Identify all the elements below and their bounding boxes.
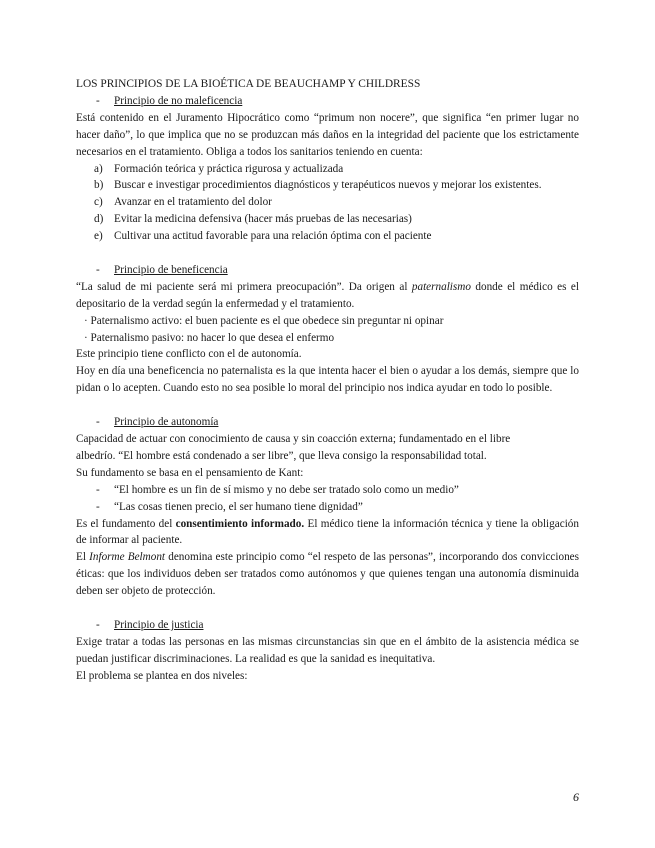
heading-text: Principio de no maleficencia (114, 94, 243, 107)
beneficencia-today: Hoy en día una beneficencia no paternalista es la que intenta hacer el bien o ayudar a los demás, siempre que lo pidan o lo acepten. Cuando esto no sea posible lo moral del principio nos indica ayudar en todo lo posible. (76, 365, 579, 395)
consent-text: Es el fundamento del (76, 517, 176, 530)
heading-text: Principio de justicia (114, 618, 204, 631)
consentimiento-paragraph (76, 516, 579, 550)
spacer (76, 245, 579, 262)
beneficencia-conflict: Este principio tiene conflicto con el de autonomía. (76, 348, 302, 361)
justicia-text: Exige tratar a todas las personas en las mismas circunstancias sin que en el ámbito de la asistencia médica se puedan justificar discriminaciones. La realidad es que la sanidad es inequitativa. (76, 635, 579, 665)
dash-marker: - (96, 618, 100, 631)
paternalismo-term: paternalismo (411, 280, 471, 293)
document-title: LOS PRINCIPIOS DE LA BIOÉTICA DE BEAUCHAMP Y CHILDRESS (76, 78, 421, 90)
list-item-text: Evitar la medicina defensiva (hacer más pruebas de las necesarias) (114, 213, 412, 226)
intro-text-rest: donde el médico es el depositario de la verdad según la enfermedad y el tratamiento. (76, 280, 579, 310)
list-item (76, 228, 579, 245)
list-marker: b) (94, 179, 104, 192)
section-heading-no-maleficencia (76, 93, 579, 110)
belmont-text-rest: denomina este principio como “el respeto de las personas”, incorporando dos convicciones éticas: que los individuos deben ser tratados como autónomos y que quienes tengan una autonomía disminuida deben ser objeto de protección. (76, 551, 579, 598)
heading-text: Principio de beneficencia (114, 263, 228, 276)
no-maleficencia-intro: Está contenido en el Juramento Hipocrático como “primum non nocere”, que significa “en primer lugar no hacer daño”, lo que implica que no se produzcan más daños en la integridad del paciente que los estrictamente necesarios en el tratamiento. Obliga a todos los sanitarios teniendo en cuenta: (76, 111, 579, 158)
autonomia-definition-line-2: albedrío. “El hombre está condenado a ser libre”, que lleva consigo la responsabilidad total. (76, 449, 487, 462)
dash-marker: - (96, 483, 100, 496)
document-page (76, 76, 579, 685)
consentimiento-term: consentimiento informado. (175, 517, 305, 530)
justicia-problem: El problema se plantea en dos niveles: (76, 669, 248, 682)
list-item (76, 194, 579, 211)
kant-quote (76, 499, 579, 516)
intro-text: “La salud de mi paciente será mi primera preocupación”. Da origen al (76, 280, 412, 293)
spacer (76, 397, 579, 414)
dash-marker: - (96, 263, 100, 276)
dash-marker: - (96, 500, 100, 513)
belmont-paragraph (76, 549, 579, 600)
list-item (76, 211, 579, 228)
list-item-text: Formación teórica y práctica rigurosa y actualizada (114, 162, 344, 175)
no-maleficencia-list (76, 161, 579, 246)
informe-belmont-term: Informe Belmont (89, 551, 166, 564)
dash-marker: - (96, 416, 100, 429)
consent-text-rest: El médico tiene la información técnica y tiene la obligación de informar al paciente. (76, 517, 579, 547)
list-item (76, 161, 579, 178)
list-item-text: Cultivar una actitud favorable para una relación óptima con el paciente (114, 230, 432, 243)
paternalismo-pasivo: · Paternalismo pasivo: no hacer lo que desea el enfermo (84, 331, 335, 344)
page-number: 6 (573, 790, 579, 804)
quote-text: “Las cosas tienen precio, el ser humano tiene dignidad” (114, 500, 363, 513)
beneficencia-intro (76, 279, 579, 313)
list-item (76, 177, 579, 194)
list-marker: c) (94, 196, 103, 209)
list-item-text: Buscar e investigar procedimientos diagnósticos y terapéuticos nuevos y mejorar los existentes. (114, 179, 542, 192)
kant-quote (76, 482, 579, 499)
list-marker: a) (94, 162, 103, 175)
dash-marker: - (96, 94, 100, 107)
paternalismo-activo: · Paternalismo activo: el buen paciente es el que obedece sin preguntar ni opinar (84, 314, 444, 327)
section-heading-beneficencia (76, 262, 579, 279)
autonomia-definition-line-1: Capacidad de actuar con conocimiento de causa y sin coacción externa; fundamentado en el libre (76, 433, 511, 445)
belmont-text: El (76, 551, 90, 564)
list-marker: d) (94, 213, 104, 226)
section-heading-justicia (76, 617, 579, 634)
kant-intro: Su fundamento se basa en el pensamiento de Kant: (76, 466, 304, 479)
heading-text: Principio de autonomía (114, 416, 219, 429)
list-item-text: Avanzar en el tratamiento del dolor (114, 196, 272, 209)
list-marker: e) (94, 230, 103, 243)
section-heading-autonomia (76, 414, 579, 431)
spacer (76, 600, 579, 617)
quote-text: “El hombre es un fin de sí mismo y no debe ser tratado solo como un medio” (114, 483, 459, 496)
